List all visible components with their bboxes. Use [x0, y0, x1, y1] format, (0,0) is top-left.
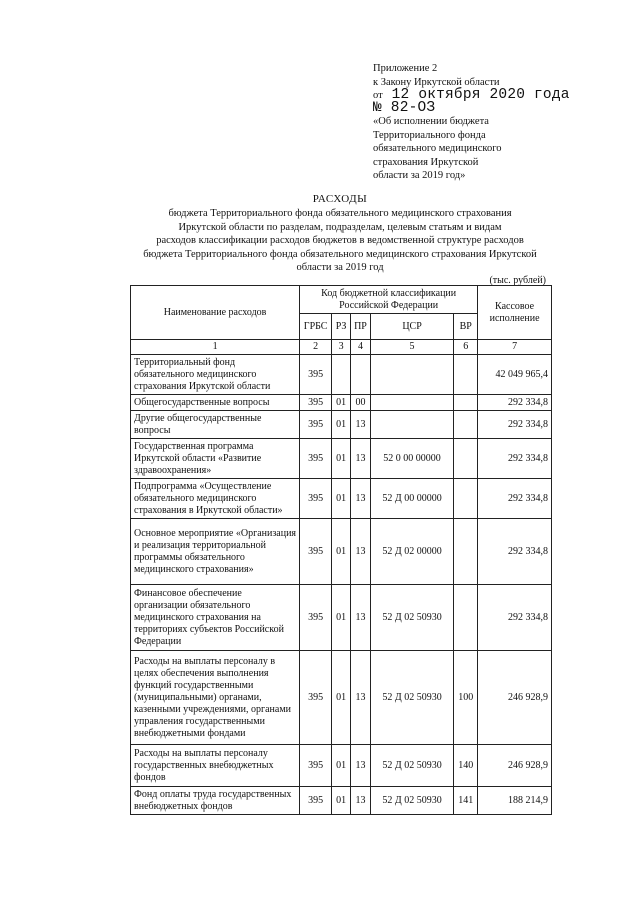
row-vr: [454, 519, 478, 585]
row-csr: 52 Д 02 00000: [370, 519, 453, 585]
row-csr: 52 Д 02 50930: [370, 745, 453, 787]
row-amount: 292 334,8: [478, 395, 552, 411]
row-vr: [454, 439, 478, 479]
row-grbs: 395: [300, 787, 332, 815]
row-csr: [370, 395, 453, 411]
row-rz: 01: [332, 411, 351, 439]
row-amount: 292 334,8: [478, 585, 552, 651]
appendix-line: Территориального фонда: [373, 129, 486, 141]
column-number: 1: [131, 340, 300, 355]
table-row: [131, 519, 552, 585]
title-line: области за 2019 год: [296, 262, 384, 274]
row-rz: 01: [332, 479, 351, 519]
row-csr: [370, 355, 453, 395]
appendix-line: «Об исполнении бюджета: [373, 116, 489, 127]
law-date: 12 октября 2020 года: [391, 87, 570, 103]
row-name: Основное мероприятие «Организация и реализация территориальной программы обязательного медицинского страхования»: [131, 519, 300, 585]
row-name: Общегосударственные вопросы: [131, 395, 300, 411]
units-label: (тыс. рублей): [489, 275, 546, 286]
row-csr: 52 Д 00 00000: [370, 479, 453, 519]
appendix-line: области за 2019 год»: [373, 170, 466, 181]
row-pr: 00: [351, 395, 371, 411]
appendix-line: обязательного медицинского: [373, 143, 502, 154]
row-name: Государственная программа Иркутской области «Развитие здравоохранения»: [131, 439, 300, 479]
title-heading: РАСХОДЫ: [312, 193, 368, 205]
row-vr: 141: [454, 787, 478, 815]
header-amount: Кассовое исполнение: [478, 286, 552, 340]
row-rz: 01: [332, 745, 351, 787]
expenditure-table: [130, 285, 552, 815]
row-grbs: 395: [300, 519, 332, 585]
table-row: [131, 479, 552, 519]
row-grbs: 395: [300, 355, 332, 395]
row-pr: 13: [351, 787, 371, 815]
row-grbs: 395: [300, 651, 332, 745]
row-rz: 01: [332, 651, 351, 745]
row-rz: [332, 355, 351, 395]
table-row: [131, 439, 552, 479]
row-grbs: 395: [300, 585, 332, 651]
title-line: бюджета Территориального фонда обязательного медицинского страхования: [168, 208, 512, 220]
row-name: Расходы на выплаты персоналу государственных внебюджетных фондов: [131, 745, 300, 787]
row-rz: 01: [332, 395, 351, 411]
row-grbs: 395: [300, 745, 332, 787]
row-pr: 13: [351, 479, 371, 519]
row-pr: 13: [351, 439, 371, 479]
row-pr: 13: [351, 745, 371, 787]
row-grbs: 395: [300, 411, 332, 439]
row-name: Подпрограмма «Осуществление обязательного медицинского страхования в Иркутской области»: [131, 479, 300, 519]
row-pr: 13: [351, 651, 371, 745]
row-pr: 13: [351, 411, 371, 439]
header-rz: РЗ: [332, 314, 351, 340]
row-grbs: 395: [300, 395, 332, 411]
table-row: [131, 585, 552, 651]
column-number: 6: [454, 340, 478, 355]
row-csr: 52 0 00 00000: [370, 439, 453, 479]
row-name: Финансовое обеспечение организации обязательного медицинского страхования на территориях субъектов Российской Федерации: [131, 585, 300, 651]
row-rz: 01: [332, 585, 351, 651]
title-line: Иркутской области по разделам, подразделам, целевым статьям и видам: [178, 221, 502, 233]
row-vr: [454, 355, 478, 395]
row-name: Другие общегосударственные вопросы: [131, 411, 300, 439]
row-amount: 246 928,9: [478, 745, 552, 787]
row-vr: [454, 395, 478, 411]
row-csr: [370, 411, 453, 439]
row-vr: 140: [454, 745, 478, 787]
appendix-block: [373, 62, 573, 183]
header-pr: ПР: [351, 314, 371, 340]
document-title: [130, 193, 550, 274]
row-amount: 188 214,9: [478, 787, 552, 815]
row-grbs: 395: [300, 439, 332, 479]
row-vr: [454, 585, 478, 651]
header-vr: ВР: [454, 314, 478, 340]
row-pr: [351, 355, 371, 395]
table-row: [131, 395, 552, 411]
row-csr: 52 Д 02 50930: [370, 787, 453, 815]
law-number: № 82-ОЗ: [373, 100, 436, 116]
table-row: [131, 411, 552, 439]
row-rz: 01: [332, 519, 351, 585]
date-prefix: от: [373, 90, 383, 101]
row-amount: 292 334,8: [478, 479, 552, 519]
row-amount: 246 928,9: [478, 651, 552, 745]
row-vr: 100: [454, 651, 478, 745]
table-row: [131, 651, 552, 745]
row-grbs: 395: [300, 479, 332, 519]
header-name: Наименование расходов: [131, 286, 300, 340]
column-number: 4: [351, 340, 371, 355]
column-number: 7: [478, 340, 552, 355]
column-number: 3: [332, 340, 351, 355]
title-line: бюджета Территориального фонда обязательного медицинского страхования Иркутской: [143, 248, 537, 260]
row-amount: 292 334,8: [478, 411, 552, 439]
table-row: [131, 355, 552, 395]
row-amount: 292 334,8: [478, 519, 552, 585]
table-row: [131, 787, 552, 815]
header-grbs: ГРБС: [300, 314, 332, 340]
appendix-line: Приложение 2: [373, 63, 438, 74]
title-line: расходов классификации расходов бюджетов в ведомственной структуре расходов: [156, 235, 524, 247]
row-name: Территориальный фонд обязательного медицинского страхования Иркутской области: [131, 355, 300, 395]
header-code-group: Код бюджетной классификации Российской Федерации: [300, 286, 478, 314]
header-csr: ЦСР: [370, 314, 453, 340]
row-amount: 292 334,8: [478, 439, 552, 479]
row-name: Расходы на выплаты персоналу в целях обеспечения выполнения функций государственными (муниципальными) органами, казенными учреждениями, органами управления государственными внебюджетными фондами: [131, 651, 300, 745]
table-row: [131, 745, 552, 787]
column-number: 5: [370, 340, 453, 355]
appendix-line: страхования Иркутской: [373, 156, 479, 168]
row-pr: 13: [351, 585, 371, 651]
row-rz: 01: [332, 787, 351, 815]
row-amount: 42 049 965,4: [478, 355, 552, 395]
column-number: 2: [300, 340, 332, 355]
row-csr: 52 Д 02 50930: [370, 651, 453, 745]
row-rz: 01: [332, 439, 351, 479]
row-name: Фонд оплаты труда государственных внебюджетных фондов: [131, 787, 300, 815]
row-pr: 13: [351, 519, 371, 585]
row-csr: 52 Д 02 50930: [370, 585, 453, 651]
row-vr: [454, 411, 478, 439]
row-vr: [454, 479, 478, 519]
appendix-line: к Закону Иркутской области: [373, 76, 500, 88]
